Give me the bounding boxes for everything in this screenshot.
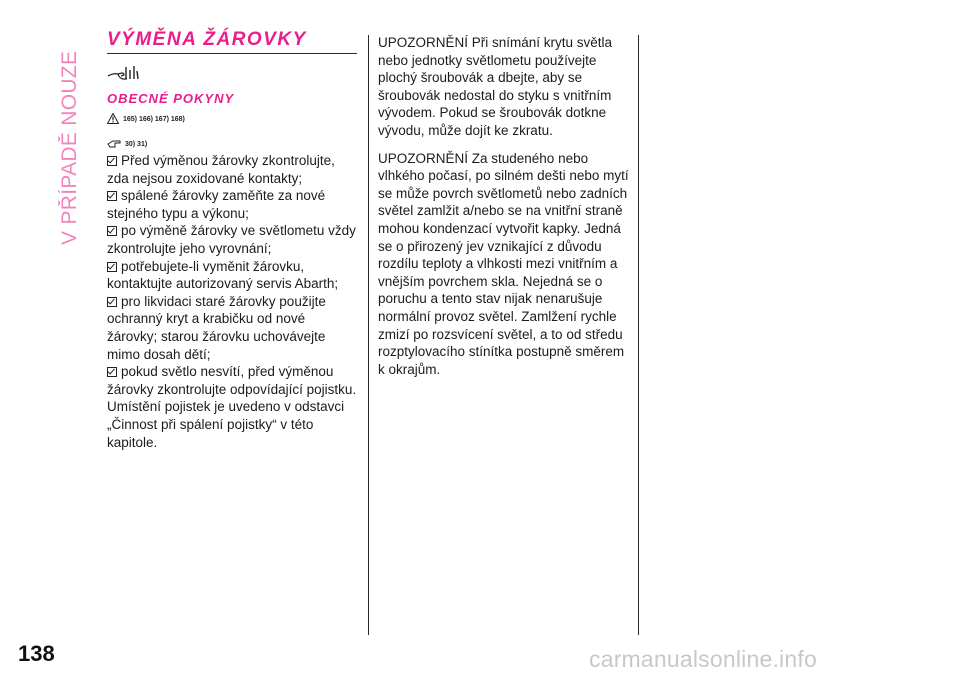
section-title: VÝMĚNA ŽÁROVKY	[107, 29, 307, 50]
notice-paragraph: UPOZORNĚNÍ Při snímání krytu světla nebo jednotky světlometu používejte plochý šroubovák a dbejte, aby se šroubovák nedostal do styku s vnitřním vývodem. Pokud se šroubovák dotkne vývodu, může dojít ke zkratu.	[378, 35, 613, 138]
list-item: Před výměnou žárovky zkontrolujte, zda nejsou zoxidované kontakty;	[107, 153, 335, 186]
list-item: potřebujete-li vyměnit žárovku, kontaktujte autorizovaný servis Abarth;	[107, 258, 339, 292]
subsection-title: OBECNÉ POKYNY	[107, 91, 235, 106]
checkbox-bullet-icon	[107, 156, 117, 166]
checkbox-bullet-icon	[107, 297, 117, 307]
warning-icon	[107, 113, 119, 126]
chapter-side-title: V PŘÍPADĚ NOUZE	[58, 50, 81, 245]
list-item: spálené žárovky zaměňte za nové stejného typu a výkonu;	[107, 188, 326, 221]
instruction-list	[107, 152, 359, 451]
title-underline	[107, 53, 357, 54]
column-divider-right	[638, 35, 639, 635]
list-item: po výměně žárovky ve světlometu vždy zkontrolujte jeho vyrovnání;	[107, 223, 356, 256]
warning-reference-line	[107, 113, 359, 125]
list-item: pokud světlo nesvítí, před výměnou žárovky zkontrolujte odpovídající pojistku. Umístění pojistek je uvedeno v odstavci „Činnost při spálení pojistky“ v této kapitole.	[107, 364, 357, 450]
watermark: carmanualsonline.info	[589, 646, 817, 672]
column-divider-left	[368, 35, 369, 635]
hand-pointing-icon	[107, 138, 121, 150]
note-reference-line	[107, 138, 359, 150]
note-references: 30) 31)	[125, 140, 148, 148]
notice-text	[378, 34, 630, 378]
left-column	[107, 24, 359, 451]
checkbox-bullet-icon	[107, 226, 117, 236]
checkbox-bullet-icon	[107, 262, 117, 272]
checkbox-bullet-icon	[107, 367, 117, 377]
right-column	[378, 24, 630, 388]
page-number: 138	[18, 641, 55, 666]
list-item: pro likvidaci staré žárovky použijte ochranný kryt a krabičku od nové žárovky; starou žárovku uchovávejte mimo dosah dětí;	[107, 293, 326, 362]
warning-references: 165) 166) 167) 168)	[123, 115, 185, 123]
notice-paragraph: UPOZORNĚNÍ Za studeného nebo vlhkého počasí, po silném dešti nebo mytí se může povrch světlometů nebo zadních světel zamlžit a/nebo se na vnitřní straně mohou kondenzací vytvořit kapky. Jedná se o přirozený jev vznikající z důvodu rozdílu teploty a vlhkosti mezi vnitřním a vnějším povrchem skla. Nejedná se o poruchu a tento stav nijak nenarušuje normální provoz světel. Zamlžení rychle zmizí po rozsvícení světel, a to od středu rozptylovacího stínítka postupně směrem k okrajům.	[378, 150, 629, 377]
hand-tool-icon	[107, 64, 359, 82]
checkbox-bullet-icon	[107, 191, 117, 201]
